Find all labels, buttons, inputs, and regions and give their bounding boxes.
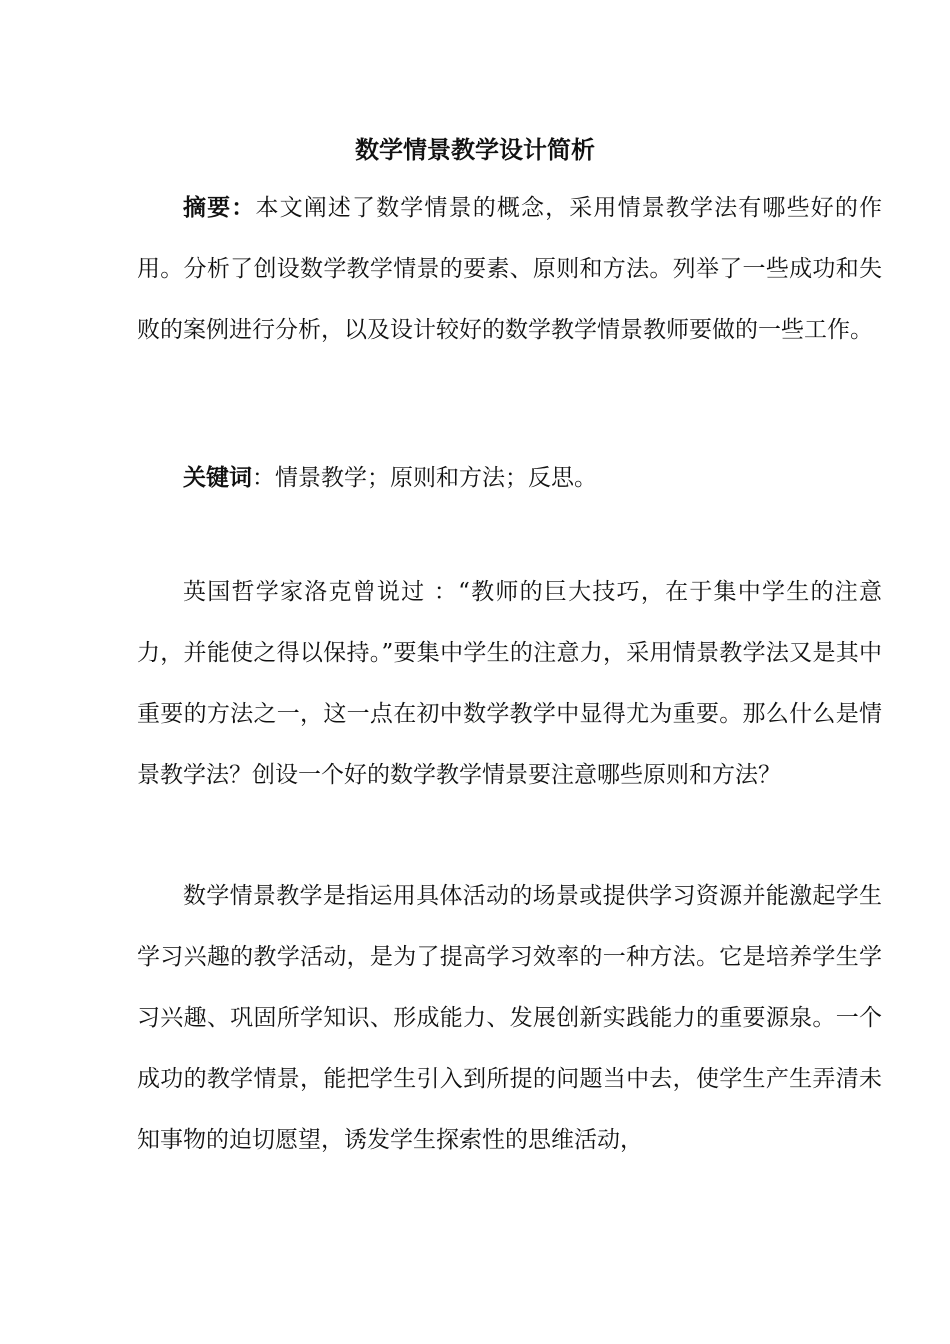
keywords-text: ：情景教学；原则和方法；反思。 <box>252 465 597 491</box>
keywords-label: 关键词 <box>183 465 252 491</box>
body-paragraph: 英国哲学家洛克曾说过 ：“教师的巨大技巧，在于集中学生的注意力，并能使之得以保持。”要集中学生的注意力，采用情景教学法又是其中重要的方法之一，这一点在初中数学教学中显得尤为重要。那么什么是情景教学法？创设一个好的数学教学情景要注意哪些原则和方法？ <box>137 579 882 788</box>
body-paragraph: 数学情景教学是指运用具体活动的场景或提供学习资源并能激起学生学习兴趣的教学活动，是为了提高学习效率的一种方法。它是培养学生学习兴趣、巩固所学知识、形成能力、发展创新实践能力的重要源泉。一个成功的教学情景，能把学生引入到所提的问题当中去，使学生产生弄清未知事物的迫切愿望，诱发学生探索性的思维活动， <box>137 883 882 1153</box>
abstract-label: 摘要： <box>183 195 256 221</box>
abstract-paragraph <box>137 178 882 361</box>
abstract-text: 本文阐述了数学情景的概念，采用情景教学法有哪些好的作用。分析了创设数学教学情景的要素、原则和方法。列举了一些成功和失败的案例进行分析，以及设计较好的数学教学情景教师要做的一些工作。 <box>137 195 883 343</box>
keywords-paragraph <box>137 448 882 509</box>
document-title: 数学情景教学设计简析 <box>355 136 595 164</box>
